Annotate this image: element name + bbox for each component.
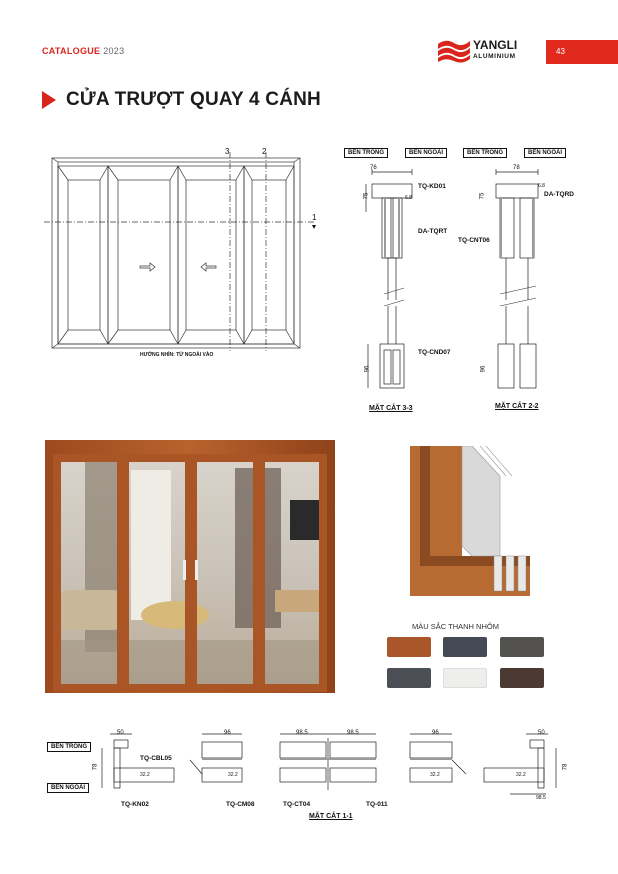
door-elevation-drawing [44, 146, 326, 366]
door-photo [45, 440, 335, 693]
code-da-tqrt: DA-TQRT [418, 228, 448, 235]
dim-bottom-right: 96 [480, 365, 487, 373]
dim-height-right: 75 [479, 192, 486, 200]
catalogue-label [42, 46, 124, 56]
dim-width-right: 78 [513, 165, 520, 171]
title-arrow-icon [42, 91, 56, 109]
brand-name: YANGLI [473, 38, 518, 52]
section-2-2-drawing [486, 164, 556, 416]
dim-32-2-d: 32.2 [516, 772, 526, 778]
code-tq-ct04: TQ-CT04 [283, 801, 311, 808]
view-direction-note: HƯỚNG NHÌN: TỪ NGOÀI VÀO [140, 352, 214, 358]
dim-50-left: 50 [117, 730, 124, 736]
code-tq-kn02: TQ-KN02 [121, 801, 149, 808]
outside-label-bottom: BÊN NGOÀI [47, 783, 89, 793]
dim-width-left: 76 [370, 165, 377, 171]
color-swatch-wood [387, 637, 431, 657]
dim-78-right: 78 [562, 763, 569, 771]
section-1-1-drawing [90, 730, 580, 810]
section-2-2-title: MẶT CẮT 2-2 [495, 403, 539, 410]
dim-bottom-left: 96 [364, 365, 371, 373]
code-tq-cnt06: TQ-CNT06 [458, 237, 490, 244]
color-swatch-brown [500, 668, 544, 688]
color-swatch-dark-grey [443, 637, 487, 657]
marker-2: 2 [262, 147, 267, 156]
colors-title: MÀU SẮC THANH NHÔM [412, 622, 499, 631]
brand-sub: ALUMINIUM [473, 53, 516, 60]
code-tq-cm08: TQ-CM08 [226, 801, 255, 808]
section-3-3-title: MẶT CẮT 3-3 [369, 405, 413, 412]
marker-1: 1 [312, 213, 317, 222]
code-tq-cnd07: TQ-CND07 [418, 349, 451, 356]
yangli-logo-icon [436, 38, 472, 64]
code-da-tqrd: DA-TQRD [544, 191, 574, 198]
profile-corner-image [410, 446, 534, 602]
dim-96-left: 96 [224, 730, 231, 736]
dim-height-left: 75 [363, 192, 370, 200]
inside-label-bottom: BÊN TRONG [47, 742, 91, 752]
section-3-3-drawing [360, 164, 440, 416]
page-title: CỬA TRƯỢT QUAY 4 CÁNH [66, 89, 321, 110]
inside-label: BÊN TRONG [344, 148, 388, 158]
dim-78-left: 78 [92, 763, 99, 771]
code-tq-kd01: TQ-KD01 [418, 183, 446, 190]
dim-98-5-bottom: 98.5 [536, 795, 546, 801]
dim-32-2-b: 32.2 [228, 772, 238, 778]
inside-label: BÊN TRONG [463, 148, 507, 158]
dim-50-right: 50 [538, 730, 545, 736]
code-tq-cbl05: TQ-CBL05 [140, 755, 172, 762]
marker-3: 3 [225, 147, 230, 156]
section-1-1-title: MẶT CẮT 1-1 [309, 813, 353, 820]
dim-32-2-a: 32.2 [140, 772, 150, 778]
dim-small-left: 6.8 [405, 195, 412, 201]
color-swatch-anthracite [387, 668, 431, 688]
page-number: 43 [556, 47, 565, 56]
outside-label: BÊN NGOÀI [524, 148, 566, 158]
dim-96-right: 96 [432, 730, 439, 736]
dim-98-5-left: 98.5 [296, 730, 308, 736]
catalogue-word: CATALOGUE [42, 46, 101, 56]
dim-32-2-c: 32.2 [430, 772, 440, 778]
color-swatch-grey [500, 637, 544, 657]
dim-98-5-right: 98.5 [347, 730, 359, 736]
code-tq-011: TQ-011 [366, 801, 388, 808]
dim-small-right: 6.8 [538, 183, 545, 189]
outside-label: BÊN NGOÀI [405, 148, 447, 158]
catalogue-year: 2023 [103, 46, 125, 56]
color-swatch-white [443, 668, 487, 688]
